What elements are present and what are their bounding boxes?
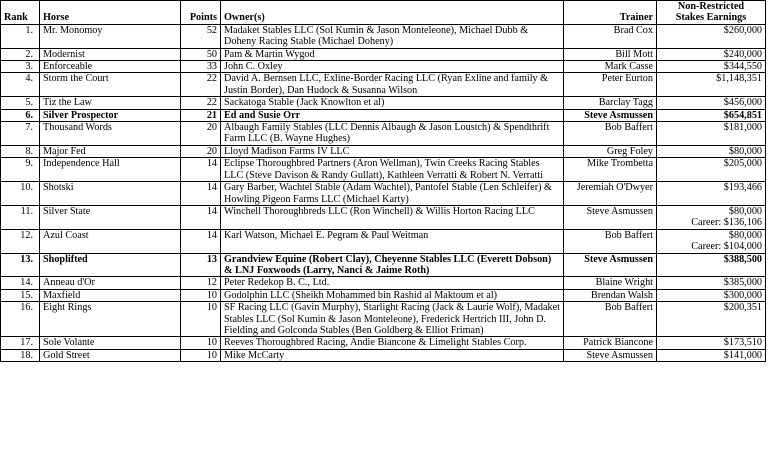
- cell-earnings: [657, 289, 766, 301]
- cell-rank: 8.: [1, 145, 40, 157]
- cell-earnings: [657, 97, 766, 109]
- cell-earnings: [657, 109, 766, 121]
- cell-trainer: Steve Asmussen: [564, 205, 657, 229]
- cell-rank: 6.: [1, 109, 40, 121]
- cell-points: 10: [181, 302, 221, 337]
- cell-trainer: Bill Mott: [564, 48, 657, 60]
- earnings-value: $388,500: [723, 253, 762, 265]
- cell-horse: Gold Street: [40, 349, 181, 361]
- earnings-value: $385,000: [723, 277, 762, 289]
- cell-owner: SF Racing LLC (Gavin Murphy), Starlight Racing (Jack & Laurie Wolf), Madaket Stables LLC (Sol Kumin & Jason Monteleone), Frederick Hertrich III, John D. Fielding and Golconda Stables (Ben Goldberg & Elliot Friman): [221, 302, 564, 337]
- cell-points: 14: [181, 182, 221, 206]
- table-row: [1, 277, 766, 289]
- cell-owner: Grandview Equine (Robert Clay), Cheyenne Stables LLC (Everett Dobson) & LNJ Foxwoods (Larry, Nanci & Jaime Roth): [221, 253, 564, 277]
- cell-owner: Lloyd Madison Farms IV LLC: [221, 145, 564, 157]
- cell-trainer: Mike Trombetta: [564, 158, 657, 182]
- cell-horse: Azul Coast: [40, 229, 181, 253]
- cell-horse: Anneau d'Or: [40, 277, 181, 289]
- table-row: [1, 109, 766, 121]
- cell-horse: Enforceable: [40, 61, 181, 73]
- cell-horse: Modernist: [40, 48, 181, 60]
- table-row: [1, 349, 766, 361]
- career-earnings-value: Career: $104,000: [691, 241, 762, 253]
- earnings-value: $80,000: [728, 205, 762, 217]
- cell-earnings: [657, 337, 766, 349]
- cell-rank: 3.: [1, 61, 40, 73]
- cell-horse: Storm the Court: [40, 73, 181, 97]
- cell-rank: 14.: [1, 277, 40, 289]
- cell-rank: 15.: [1, 289, 40, 301]
- cell-owner: Eclipse Thoroughbred Partners (Aron Wellman), Twin Creeks Racing Stables LLC (Steve Davison & Randy Gullatt), Kathleen Verratti & Robert N. Verratti: [221, 158, 564, 182]
- cell-horse: Silver State: [40, 205, 181, 229]
- cell-rank: 1.: [1, 24, 40, 48]
- cell-horse: Shoplifted: [40, 253, 181, 277]
- cell-horse: Mr. Monomoy: [40, 24, 181, 48]
- table-row: [1, 182, 766, 206]
- cell-points: 21: [181, 109, 221, 121]
- cell-owner: David A. Bernsen LLC, Exline-Border Racing LLC (Ryan Exline and family & Justin Border), Dan Hudock & Susanna Wilson: [221, 73, 564, 97]
- cell-points: 10: [181, 349, 221, 361]
- cell-points: 10: [181, 337, 221, 349]
- table-row: [1, 97, 766, 109]
- cell-points: 14: [181, 205, 221, 229]
- cell-earnings: [657, 182, 766, 206]
- table-row: [1, 253, 766, 277]
- cell-points: 14: [181, 158, 221, 182]
- cell-points: 52: [181, 24, 221, 48]
- cell-rank: 16.: [1, 302, 40, 337]
- cell-trainer: Greg Foley: [564, 145, 657, 157]
- cell-trainer: Barclay Tagg: [564, 97, 657, 109]
- cell-rank: 5.: [1, 97, 40, 109]
- cell-owner: Reeves Thoroughbred Racing, Andie Biancone & Limelight Stables Corp.: [221, 337, 564, 349]
- header-rank: Rank: [1, 1, 40, 25]
- header-owner: Owner(s): [221, 1, 564, 25]
- cell-earnings: [657, 302, 766, 337]
- earnings-value: $344,550: [723, 61, 762, 73]
- cell-points: 20: [181, 122, 221, 146]
- cell-points: 22: [181, 97, 221, 109]
- cell-earnings: [657, 61, 766, 73]
- table-body: [1, 24, 766, 361]
- header-earnings-line1: Non-Restricted: [677, 1, 745, 12]
- cell-owner: Mike McCarty: [221, 349, 564, 361]
- earnings-value: $141,000: [723, 349, 762, 361]
- cell-horse: Sole Volante: [40, 337, 181, 349]
- cell-trainer: Brad Cox: [564, 24, 657, 48]
- cell-owner: Sackatoga Stable (Jack Knowlton et al): [221, 97, 564, 109]
- header-points: Points: [181, 1, 221, 25]
- earnings-value: $1,148,351: [716, 73, 762, 85]
- header-earnings-line2: Stakes Earnings: [675, 12, 747, 24]
- cell-horse: Eight Rings: [40, 302, 181, 337]
- header-horse: Horse: [40, 1, 181, 25]
- cell-earnings: [657, 122, 766, 146]
- cell-owner: Winchell Thoroughbreds LLC (Ron Winchell) & Willis Horton Racing LLC: [221, 205, 564, 229]
- cell-rank: 4.: [1, 73, 40, 97]
- cell-trainer: Steve Asmussen: [564, 253, 657, 277]
- cell-rank: 17.: [1, 337, 40, 349]
- table-row: [1, 289, 766, 301]
- cell-horse: Independence Hall: [40, 158, 181, 182]
- header-row: [1, 1, 766, 25]
- cell-trainer: Peter Eurton: [564, 73, 657, 97]
- cell-points: 33: [181, 61, 221, 73]
- earnings-value: $260,000: [723, 24, 762, 36]
- cell-owner: Gary Barber, Wachtel Stable (Adam Wachtel), Pantofel Stable (Len Schleifer) & Howling Pigeon Farms LLC (Michael Karty): [221, 182, 564, 206]
- cell-trainer: Bob Baffert: [564, 122, 657, 146]
- cell-trainer: Mark Casse: [564, 61, 657, 73]
- cell-owner: John C. Oxley: [221, 61, 564, 73]
- table-row: [1, 122, 766, 146]
- cell-points: 50: [181, 48, 221, 60]
- cell-horse: Major Fed: [40, 145, 181, 157]
- cell-trainer: Blaine Wright: [564, 277, 657, 289]
- cell-earnings: [657, 277, 766, 289]
- cell-owner: Pam & Martin Wygod: [221, 48, 564, 60]
- cell-points: 13: [181, 253, 221, 277]
- cell-trainer: Jeremiah O'Dwyer: [564, 182, 657, 206]
- table-row: [1, 145, 766, 157]
- cell-earnings: [657, 145, 766, 157]
- header-earnings: [657, 1, 766, 25]
- cell-rank: 9.: [1, 158, 40, 182]
- earnings-value: $80,000: [728, 229, 762, 241]
- cell-trainer: Steve Asmussen: [564, 349, 657, 361]
- table-row: [1, 337, 766, 349]
- earnings-value: $456,000: [723, 97, 762, 109]
- cell-rank: 13.: [1, 253, 40, 277]
- cell-horse: Silver Prospector: [40, 109, 181, 121]
- table-row: [1, 48, 766, 60]
- earnings-value: $80,000: [728, 145, 762, 157]
- cell-horse: Maxfield: [40, 289, 181, 301]
- cell-trainer: Bob Baffert: [564, 229, 657, 253]
- career-earnings-value: Career: $136,106: [691, 217, 762, 229]
- earnings-value: $654,851: [723, 109, 762, 121]
- cell-earnings: [657, 205, 766, 229]
- cell-points: 20: [181, 145, 221, 157]
- cell-rank: 18.: [1, 349, 40, 361]
- cell-earnings: [657, 48, 766, 60]
- table-row: [1, 24, 766, 48]
- cell-trainer: Brendan Walsh: [564, 289, 657, 301]
- cell-rank: 10.: [1, 182, 40, 206]
- cell-owner: Karl Watson, Michael E. Pegram & Paul Weitman: [221, 229, 564, 253]
- cell-horse: Thousand Words: [40, 122, 181, 146]
- table-row: [1, 158, 766, 182]
- table-row: [1, 229, 766, 253]
- cell-trainer: Patrick Biancone: [564, 337, 657, 349]
- table-row: [1, 205, 766, 229]
- cell-trainer: Bob Baffert: [564, 302, 657, 337]
- cell-earnings: [657, 158, 766, 182]
- cell-earnings: [657, 253, 766, 277]
- cell-points: 22: [181, 73, 221, 97]
- cell-rank: 2.: [1, 48, 40, 60]
- earnings-value: $300,000: [723, 289, 762, 301]
- cell-points: 12: [181, 277, 221, 289]
- cell-horse: Tiz the Law: [40, 97, 181, 109]
- table-row: [1, 73, 766, 97]
- cell-owner: Ed and Susie Orr: [221, 109, 564, 121]
- cell-earnings: [657, 349, 766, 361]
- cell-points: 10: [181, 289, 221, 301]
- cell-owner: Albaugh Family Stables (LLC Dennis Albaugh & Jason Loustch) & Spendthrift Farm LLC (B. Wayne Hughes): [221, 122, 564, 146]
- earnings-value: $200,351: [723, 302, 762, 314]
- header-trainer: Trainer: [564, 1, 657, 25]
- cell-earnings: [657, 73, 766, 97]
- earnings-value: $193,466: [723, 182, 762, 194]
- cell-rank: 12.: [1, 229, 40, 253]
- cell-owner: Madaket Stables LLC (Sol Kumin & Jason Monteleone), Michael Dubb & Doheny Racing Stable (Michael Doheny): [221, 24, 564, 48]
- cell-rank: 7.: [1, 122, 40, 146]
- earnings-value: $173,510: [723, 337, 762, 349]
- cell-earnings: [657, 229, 766, 253]
- cell-owner: Peter Redekop B. C., Ltd.: [221, 277, 564, 289]
- cell-owner: Godolphin LLC (Sheikh Mohammed bin Rashid al Maktoum et al): [221, 289, 564, 301]
- cell-rank: 11.: [1, 205, 40, 229]
- earnings-value: $240,000: [723, 48, 762, 60]
- cell-earnings: [657, 24, 766, 48]
- table-row: [1, 302, 766, 337]
- table-row: [1, 61, 766, 73]
- cell-horse: Shotski: [40, 182, 181, 206]
- cell-points: 14: [181, 229, 221, 253]
- earnings-value: $181,000: [723, 122, 762, 134]
- cell-trainer: Steve Asmussen: [564, 109, 657, 121]
- earnings-value: $205,000: [723, 158, 762, 170]
